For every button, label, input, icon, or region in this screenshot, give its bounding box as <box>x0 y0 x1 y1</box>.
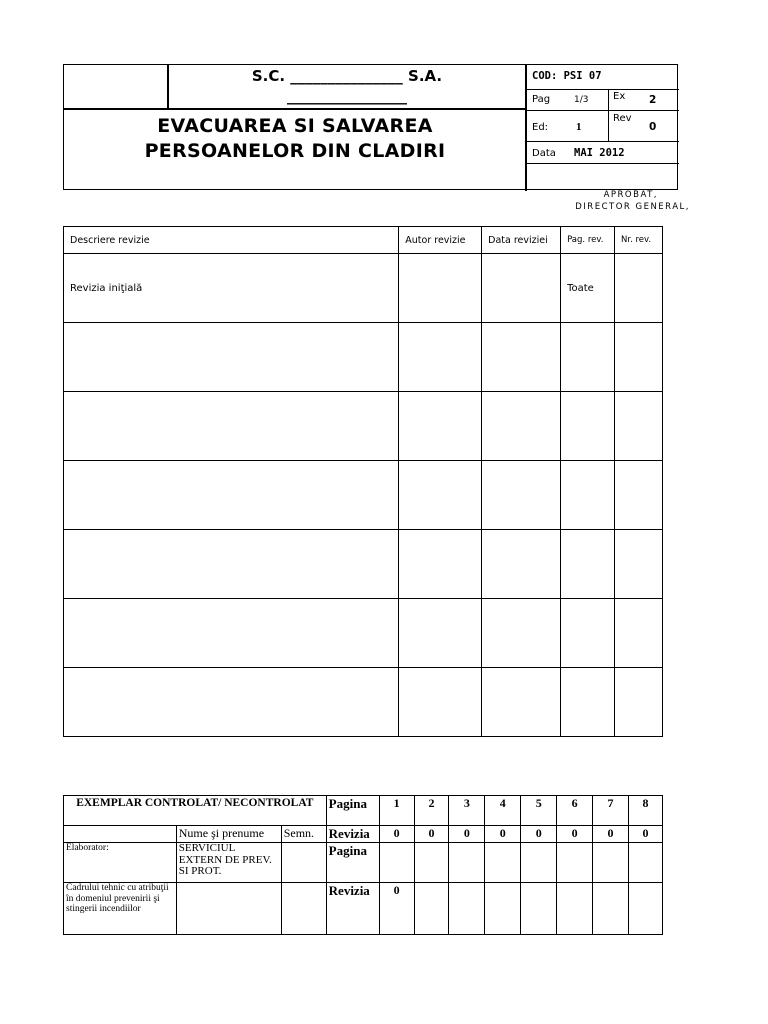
table-cell <box>557 843 593 883</box>
rev-label: Rev <box>613 113 632 124</box>
pagina-label: Pagina <box>326 843 379 883</box>
table-row <box>64 796 663 826</box>
document-header <box>63 64 678 190</box>
table-cell <box>482 254 561 323</box>
elaborator-value: SERVICIUL EXTERN DE PREV. SI PROT. <box>176 843 281 883</box>
table-cell <box>64 668 399 737</box>
table-cell <box>561 323 615 392</box>
table-row <box>64 323 663 392</box>
revision-number: 0 <box>557 826 593 843</box>
table-row <box>64 461 663 530</box>
revision-number: 0 <box>628 826 662 843</box>
ex-label: Ex <box>613 91 626 102</box>
exemplar-table <box>63 795 663 935</box>
revision-number: 0 <box>485 826 521 843</box>
pag-label: Pag <box>532 94 551 105</box>
pag-value: 1/3 <box>574 95 589 105</box>
table-cell <box>64 461 399 530</box>
revision-number: 0 <box>593 826 629 843</box>
document-title-line2: PERSOANELOR DIN CLADIRI <box>144 140 446 162</box>
table-cell <box>482 599 561 668</box>
revisions-table <box>63 226 663 737</box>
elaborator-label: Elaborator: <box>64 843 177 883</box>
table-row <box>64 843 663 883</box>
pagina-label: Pagina <box>326 796 379 826</box>
page-number: 1 <box>379 796 414 826</box>
revision-number: 0 <box>521 826 557 843</box>
table-cell <box>615 323 663 392</box>
table-row <box>64 599 663 668</box>
table-cell <box>64 826 177 843</box>
table-cell <box>485 883 521 935</box>
column-header: Data reviziei <box>482 227 561 254</box>
table-header-row <box>64 227 663 254</box>
header-divider <box>526 110 679 111</box>
page-number: 3 <box>449 796 485 826</box>
header-divider <box>526 89 679 90</box>
table-cell <box>64 323 399 392</box>
company-name-line2: ________________ <box>287 87 407 105</box>
table-cell <box>561 668 615 737</box>
table-cell <box>281 883 326 935</box>
ex-value: 2 <box>649 94 657 106</box>
table-cell <box>399 392 482 461</box>
table-row <box>64 254 663 323</box>
page-number: 5 <box>521 796 557 826</box>
table-cell <box>561 392 615 461</box>
approval-label: APROBAT, <box>603 190 658 200</box>
header-divider <box>526 141 679 142</box>
page-number: 7 <box>593 796 629 826</box>
document-code: COD: PSI 07 <box>532 70 602 82</box>
table-cell <box>521 843 557 883</box>
table-cell <box>482 530 561 599</box>
table-cell <box>482 668 561 737</box>
approval-title: DIRECTOR GENERAL, <box>575 202 690 212</box>
table-row <box>64 392 663 461</box>
table-cell <box>593 843 629 883</box>
revizia-label: Revizia <box>326 826 379 843</box>
ed-value: 1 <box>576 121 582 133</box>
table-cell <box>482 392 561 461</box>
table-cell <box>64 530 399 599</box>
table-cell <box>615 254 663 323</box>
table-cell <box>399 530 482 599</box>
table-cell: Revizia iniţială <box>64 254 399 323</box>
exemplar-title: EXEMPLAR CONTROLAT/ NECONTROLAT <box>64 796 327 826</box>
table-cell <box>615 668 663 737</box>
table-cell <box>561 530 615 599</box>
page-number: 6 <box>557 796 593 826</box>
table-cell <box>485 843 521 883</box>
table-cell <box>628 883 662 935</box>
data-label: Data <box>532 148 556 159</box>
data-value: MAI 2012 <box>574 147 625 159</box>
revision-number: 0 <box>449 826 485 843</box>
header-divider <box>64 108 526 110</box>
column-header: Pag. rev. <box>561 227 615 254</box>
table-row <box>64 530 663 599</box>
column-header: Nr. rev. <box>615 227 663 254</box>
table-cell <box>521 883 557 935</box>
table-cell <box>399 461 482 530</box>
rev-value: 0 <box>649 121 657 133</box>
table-cell <box>449 843 485 883</box>
table-cell <box>64 392 399 461</box>
revision-number: 0 <box>379 826 414 843</box>
table-cell: Toate <box>561 254 615 323</box>
table-cell <box>615 599 663 668</box>
table-row <box>64 883 663 935</box>
table-cell <box>482 461 561 530</box>
table-cell <box>414 843 449 883</box>
table-cell <box>615 530 663 599</box>
page-number: 8 <box>628 796 662 826</box>
table-row <box>64 826 663 843</box>
revision-number: 0 <box>414 826 449 843</box>
table-cell <box>449 883 485 935</box>
revision-number: 0 <box>379 883 414 935</box>
table-cell <box>399 254 482 323</box>
table-cell <box>64 599 399 668</box>
table-cell <box>281 843 326 883</box>
document-title: EVACUAREA SI SALVAREA <box>157 115 433 137</box>
table-cell <box>176 883 281 935</box>
page-number: 2 <box>414 796 449 826</box>
table-cell <box>561 599 615 668</box>
column-header: Descriere revizie <box>64 227 399 254</box>
company-name: S.C. _______________ S.A. <box>251 67 443 85</box>
ed-label: Ed: <box>532 122 549 133</box>
table-cell <box>615 461 663 530</box>
table-cell <box>414 883 449 935</box>
column-header: Semn. <box>281 826 326 843</box>
table-cell <box>399 599 482 668</box>
table-cell <box>399 323 482 392</box>
column-header: Nume şi prenume <box>176 826 281 843</box>
table-cell <box>482 323 561 392</box>
table-cell <box>593 883 629 935</box>
table-cell <box>615 392 663 461</box>
column-header: Autor revizie <box>399 227 482 254</box>
table-cell <box>379 843 414 883</box>
revizia-label: Revizia <box>326 883 379 935</box>
table-cell <box>561 461 615 530</box>
header-divider <box>608 89 609 141</box>
table-cell <box>628 843 662 883</box>
table-cell <box>399 668 482 737</box>
header-divider <box>526 163 679 164</box>
table-row <box>64 668 663 737</box>
table-cell <box>557 883 593 935</box>
cadru-label: Cadrului tehnic cu atribuţii în domeniul prevenirii şi stingerii incendiilor <box>64 883 177 935</box>
page-number: 4 <box>485 796 521 826</box>
